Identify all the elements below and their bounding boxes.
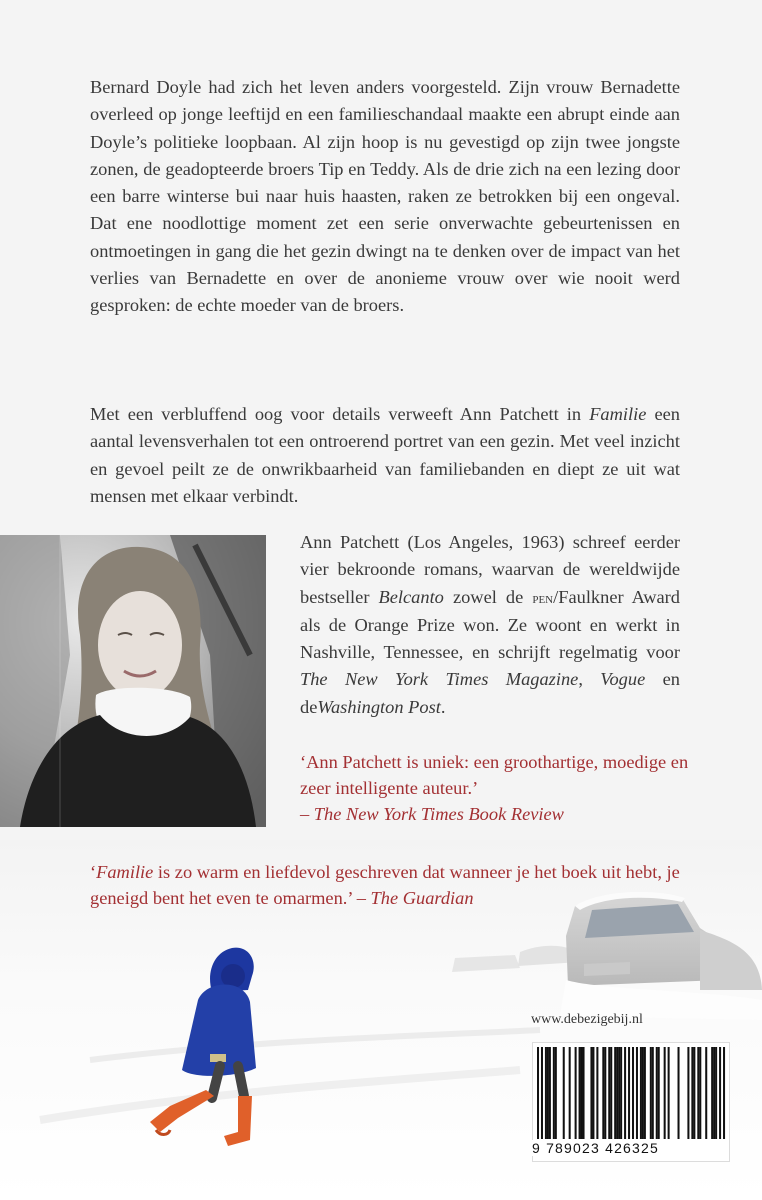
barcode-bar (624, 1047, 626, 1139)
barcode-bar (608, 1047, 610, 1139)
text-segment: . (440, 696, 446, 717)
barcode-bar (553, 1047, 555, 1139)
barcode-bar (652, 1047, 654, 1139)
quote-source: The Guardian (370, 888, 474, 908)
barcode-bar (713, 1047, 715, 1139)
barcode-bar (658, 1047, 660, 1139)
quote-dash: – (300, 804, 314, 824)
publication-name: Vogue (600, 669, 646, 690)
barcode-bar (678, 1047, 680, 1139)
text-segment: , (578, 669, 601, 690)
barcode-bar (687, 1047, 689, 1139)
barcode-bar (618, 1047, 620, 1139)
award-name: pen (532, 589, 554, 607)
barcode-bar (592, 1047, 594, 1139)
barcode-icon (533, 1045, 729, 1145)
publication-name: Washington Post (317, 696, 441, 717)
text-segment: Met een verbluffend oog voor details verweeft Ann Patchett in (90, 404, 590, 424)
barcode-bar (575, 1047, 577, 1139)
barcode-bar (697, 1047, 699, 1139)
running-child-icon (150, 948, 256, 1146)
barcode-bar (616, 1047, 618, 1139)
barcode-bar (723, 1047, 725, 1139)
book-title: Belcanto (378, 586, 444, 607)
isbn-number: 9 789023 426325 (532, 1140, 728, 1156)
parked-car-icon (560, 892, 762, 1020)
barcode-bar (705, 1047, 707, 1139)
barcode-bar (541, 1047, 543, 1139)
text-segment: een aantal levensverhalen tot een ontroerend portret van een gezin. Met veel inzicht en gevoel peilt ze de onwrikbaarheid van familiebanden en diept ze uit wat mensen met elkaar verbindt. (90, 404, 680, 506)
barcode-bar (699, 1047, 701, 1139)
barcode-bar (569, 1047, 571, 1139)
barcode-bar (590, 1047, 592, 1139)
barcode-bar (620, 1047, 622, 1139)
press-quote-guardian (90, 859, 690, 911)
publication-name: The New York Times Magazine (300, 669, 579, 690)
barcode-bar (711, 1047, 713, 1139)
barcode-bar (691, 1047, 693, 1139)
barcode-bar (644, 1047, 646, 1139)
author-bio (300, 529, 680, 721)
barcode-bar (579, 1047, 581, 1139)
press-quote-nyt (300, 749, 690, 827)
barcode-bar (596, 1047, 598, 1139)
barcode-bar (628, 1047, 630, 1139)
author-portrait-image (0, 535, 266, 827)
text-segment: Ann Patchett (Los Angeles, 1963) schreef eerder vier bekroonde romans, waarvan de wereldwijde bestseller (300, 532, 680, 607)
barcode-bar (583, 1047, 585, 1139)
barcode-bar (650, 1047, 652, 1139)
text-segment: zowel de (443, 586, 533, 607)
barcode-bar (549, 1047, 551, 1139)
quote-text: is zo warm en liefdevol geschreven dat wanneer je het boek uit hebt, je geneigd bent het even te omarmen.’ – (90, 862, 680, 908)
quote-source: The New York Times Book Review (313, 804, 564, 824)
barcode-bar (604, 1047, 606, 1139)
book-title: Familie (589, 404, 647, 424)
author-photo (0, 535, 266, 827)
barcode-bar (656, 1047, 658, 1139)
barcode-bar (693, 1047, 695, 1139)
praise-paragraph (90, 401, 680, 510)
quote-text: ‘Ann Patchett is uniek: een groothartige, moedige en zeer intelligente auteur.’ (300, 752, 689, 798)
barcode-bar (614, 1047, 616, 1139)
publisher-website: www.debezigebij.nl (531, 1012, 643, 1027)
barcode-bar (642, 1047, 644, 1139)
barcode-bar (581, 1047, 583, 1139)
barcode-bar (545, 1047, 547, 1139)
synopsis-paragraph: Bernard Doyle had zich het leven anders voorgesteld. Zijn vrouw Bernadette overleed op jonge leeftijd en een familieschandaal maakte een abrupt einde aan Doyle’s politieke loopbaan. Al zijn hoop is nu gevestigd op zijn twee jongste zonen, de geadopteerde broers Tip en Teddy. Als de drie zich na een lezing door een barre winterse bui naar huis haasten, raken ze betrokken bij een ongeval. Dat ene noodlottige moment zet een serie onverwachte gebeurtenissen en ontmoetingen in gang die het gezin dwingt na te denken over de impact van het verlies van Bernadette en over de anonieme vrouw over wie nooit werd gesproken: de echte moeder van de broers. (90, 77, 680, 316)
barcode-bar (555, 1047, 557, 1139)
text-segment: en de (300, 669, 680, 717)
barcode-bar (602, 1047, 604, 1139)
barcode-bar (719, 1047, 721, 1139)
barcode-bar (610, 1047, 612, 1139)
barcode-bar (632, 1047, 634, 1139)
barcode-bar (563, 1047, 565, 1139)
barcode-bar (537, 1047, 539, 1139)
barcode-bar (636, 1047, 638, 1139)
barcode-bar (640, 1047, 642, 1139)
text-segment: /Faulkner Award als de Orange Prize won. Ze woont en werkt in Nashville, Tennessee, en schrijft regelmatig voor (300, 586, 681, 663)
quote-open: ‘ (90, 862, 97, 882)
barcode-bar (664, 1047, 666, 1139)
barcode-bar (547, 1047, 549, 1139)
book-title: Familie (96, 862, 154, 882)
barcode-bar (715, 1047, 717, 1139)
barcode-bar (668, 1047, 670, 1139)
